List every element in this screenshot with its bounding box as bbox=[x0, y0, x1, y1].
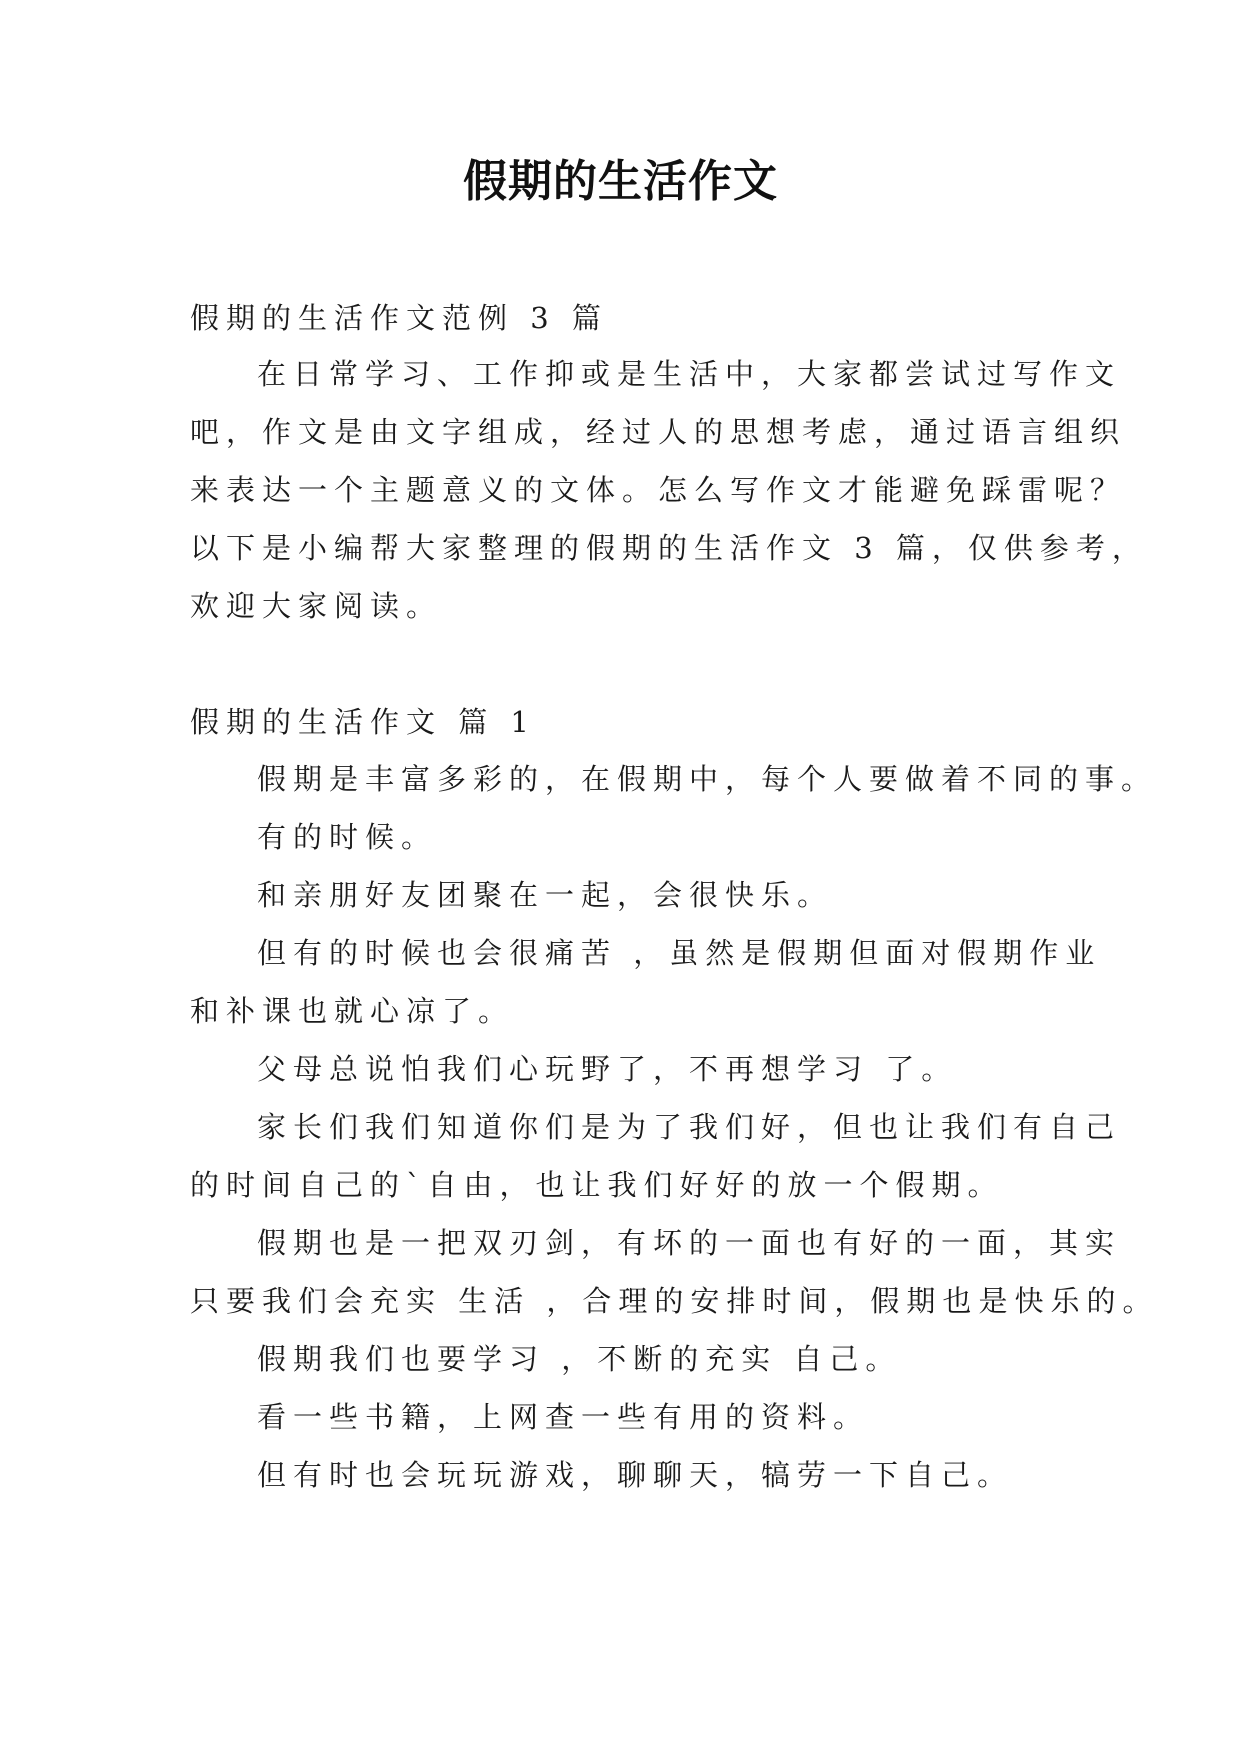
body-line: 只要我们会充实 生活 ，合理的安排时间，假期也是快乐的。 bbox=[190, 1284, 1159, 1318]
intro-line: 以下是小编帮大家整理的假期的生活作文 3 篇，仅供参考， bbox=[190, 531, 1148, 565]
body-line: 假期是丰富多彩的，在假期中，每个人要做着不同的事。 bbox=[257, 762, 1158, 796]
body-line: 有的时候。 bbox=[257, 820, 438, 854]
body-line: 的时间自己的`自由，也让我们好好的放一个假期。 bbox=[190, 1168, 1004, 1202]
intro-line: 吧，作文是由文字组成，经过人的思想考虑，通过语言组织 bbox=[190, 415, 1127, 449]
body-line: 假期也是一把双刃剑，有坏的一面也有好的一面，其实 bbox=[257, 1226, 1122, 1260]
body-line: 和补课也就心凉了。 bbox=[190, 994, 515, 1028]
body-line: 假期我们也要学习 ，不断的充实 自己。 bbox=[257, 1342, 902, 1376]
body-line: 家长们我们知道你们是为了我们好，但也让我们有自己 bbox=[257, 1110, 1122, 1144]
document-title: 假期的生活作文 bbox=[463, 156, 778, 207]
section-heading: 假期的生活作文 篇 1 bbox=[190, 705, 536, 739]
body-line: 但有时也会玩玩游戏，聊聊天，犒劳一下自己。 bbox=[257, 1458, 1014, 1492]
body-line: 看一些书籍，上网查一些有用的资料。 bbox=[257, 1400, 870, 1434]
intro-line: 欢迎大家阅读。 bbox=[190, 589, 443, 623]
intro-line: 来表达一个主题意义的文体。怎么写作文才能避免踩雷呢？ bbox=[190, 473, 1127, 507]
document-subtitle: 假期的生活作文范例 3 篇 bbox=[190, 301, 608, 335]
body-line: 和亲朋好友团聚在一起，会很快乐。 bbox=[257, 878, 834, 912]
body-line: 但有的时候也会很痛苦 ，虽然是假期但面对假期作业 bbox=[257, 936, 1102, 970]
intro-line: 在日常学习、工作抑或是生活中，大家都尝试过写作文 bbox=[257, 357, 1122, 391]
body-line: 父母总说怕我们心玩野了，不再想学习 了。 bbox=[257, 1052, 958, 1086]
